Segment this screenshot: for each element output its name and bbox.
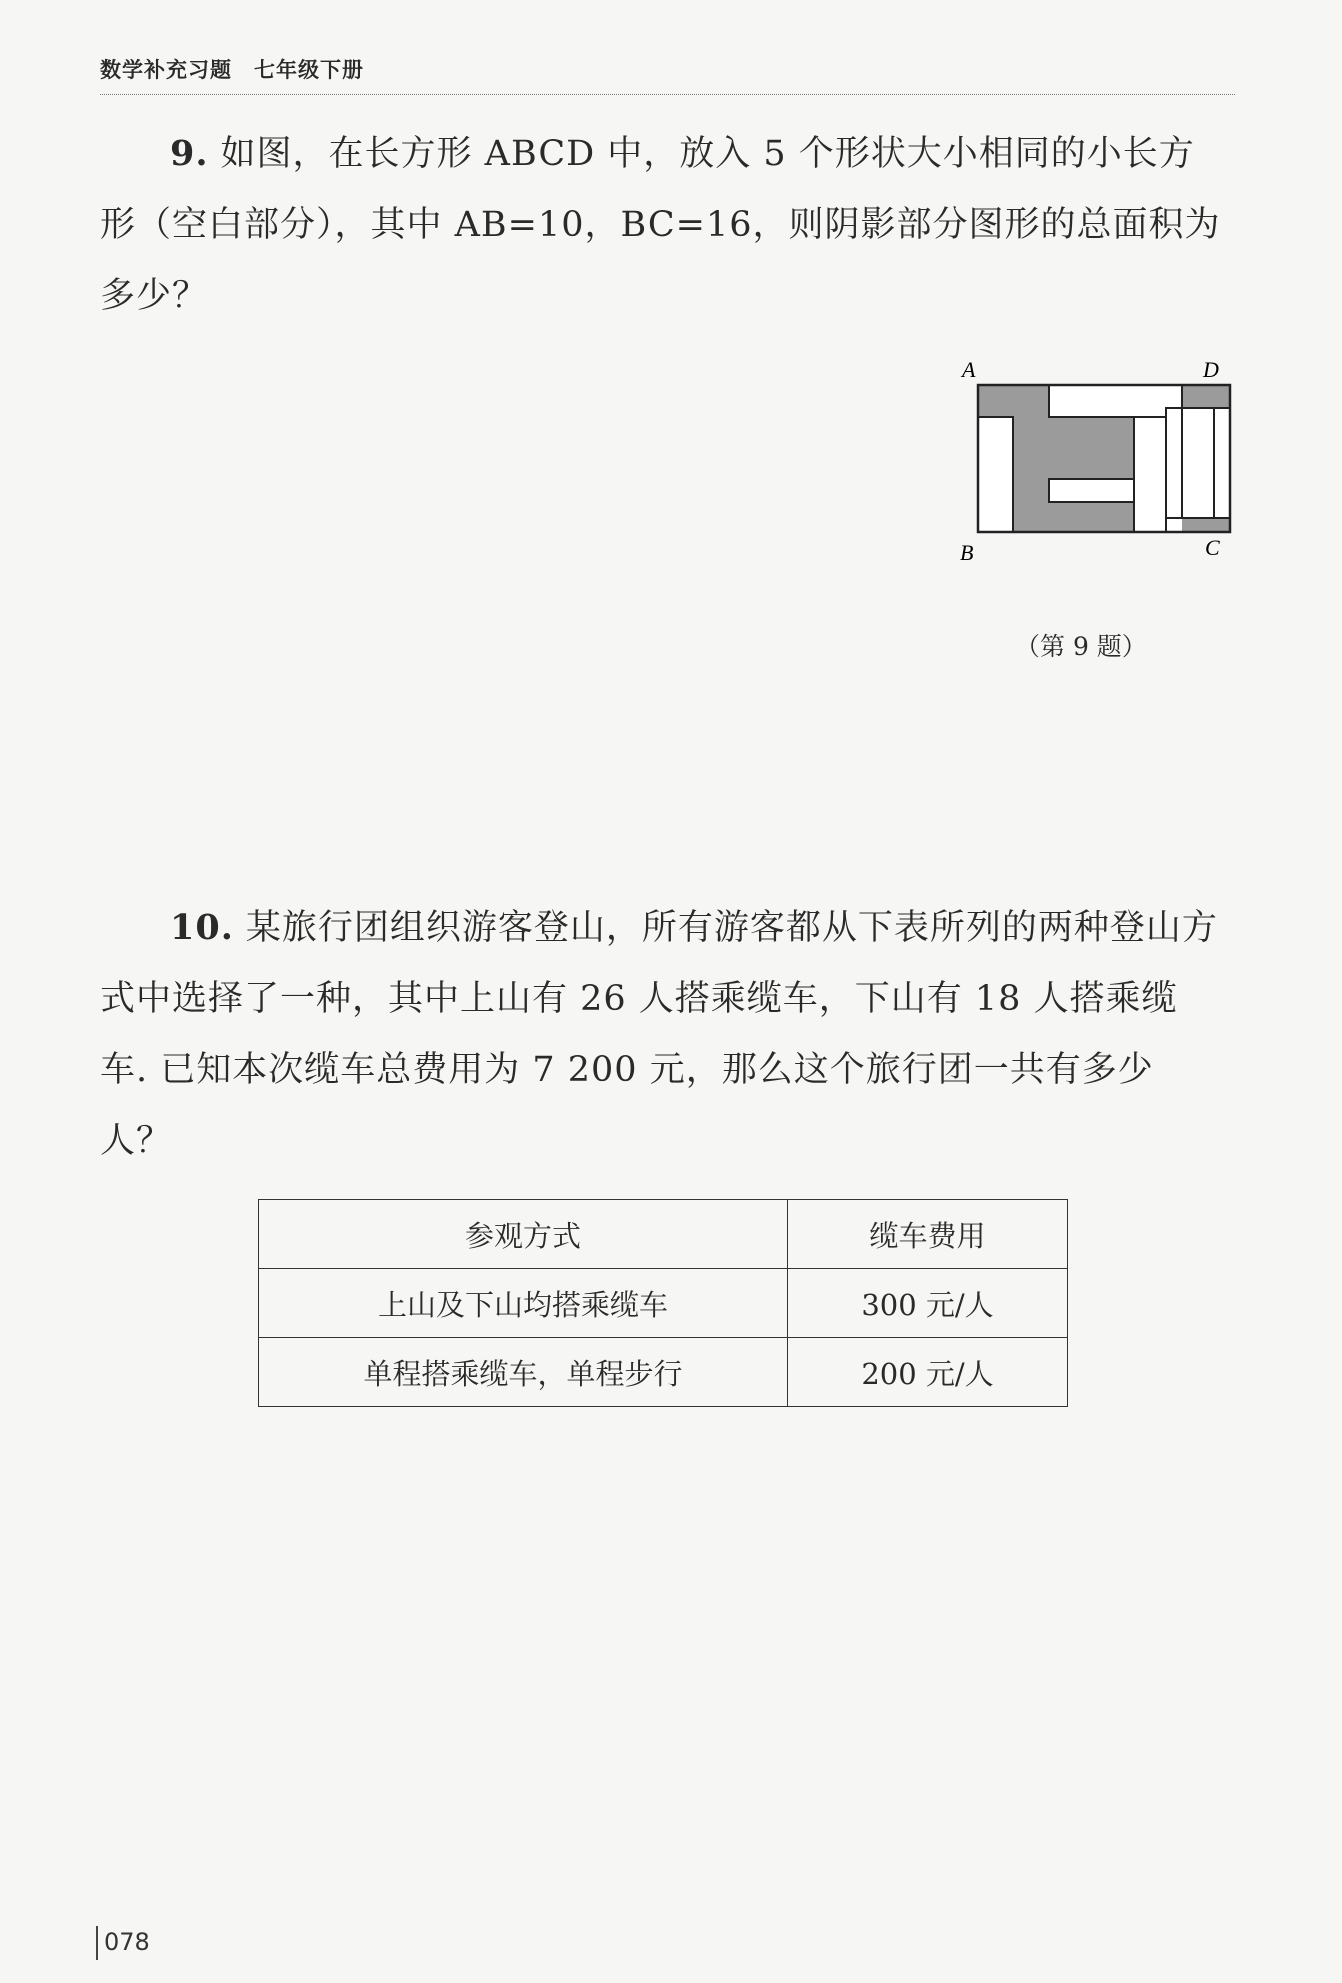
question-10-number: 10. (170, 907, 234, 948)
label-c: C (1205, 535, 1220, 560)
question-9-figure (950, 355, 1240, 615)
fee-table (258, 1199, 1068, 1407)
label-a: A (962, 357, 976, 382)
question-10-text: 某旅行团组织游客登山，所有游客都从下表所列的两种登山方式中选择了一种，其中上山有 26 人搭乘缆车，下山有 18 人搭乘缆车. 已知本次缆车总费用为 7 200 元，那么这个旅行团一共有多少人？ (100, 908, 1218, 1161)
question-10 (100, 892, 1225, 1177)
small-rectangle (978, 417, 1013, 532)
table-cell: 200 元/人 (788, 1338, 1068, 1407)
shaded-region (1049, 502, 1134, 531)
page-number-text: 078 (104, 1928, 150, 1956)
book-title: 数学补充习题 (100, 58, 232, 82)
question-9-number: 9. (170, 133, 209, 174)
label-d: D (1203, 357, 1219, 382)
table-cell: 单程搭乘缆车，单程步行 (259, 1338, 788, 1407)
shaded-region (1182, 518, 1229, 531)
question-9-text: 如图，在长方形 ABCD 中，放入 5 个形状大小相同的小长方形（空白部分），其中 AB=10，BC=16，则阴影部分图形的总面积为多少？ (100, 134, 1221, 316)
shaded-region (1013, 417, 1049, 531)
small-rectangle (1049, 385, 1182, 417)
page-number (96, 1926, 150, 1960)
table-row (259, 1269, 1068, 1338)
table-header-row (259, 1200, 1068, 1269)
grade-label: 七年级下册 (254, 58, 364, 82)
small-rectangle (1134, 417, 1166, 532)
table-cell: 300 元/人 (788, 1269, 1068, 1338)
question-9 (100, 118, 1225, 332)
shaded-region (979, 386, 1049, 417)
table-row (259, 1338, 1068, 1407)
small-rectangle (1049, 479, 1134, 502)
figure-caption: （第 9 题） (1015, 632, 1147, 661)
table-cell: 上山及下山均搭乘缆车 (259, 1269, 788, 1338)
label-b: B (960, 540, 974, 565)
shaded-region (1182, 386, 1229, 408)
small-rectangle (1182, 408, 1214, 518)
shaded-region (1049, 417, 1134, 479)
page-number-bar (96, 1926, 98, 1960)
table-header: 缆车费用 (788, 1200, 1068, 1269)
page-header (100, 54, 1235, 95)
table-header: 参观方式 (259, 1200, 788, 1269)
